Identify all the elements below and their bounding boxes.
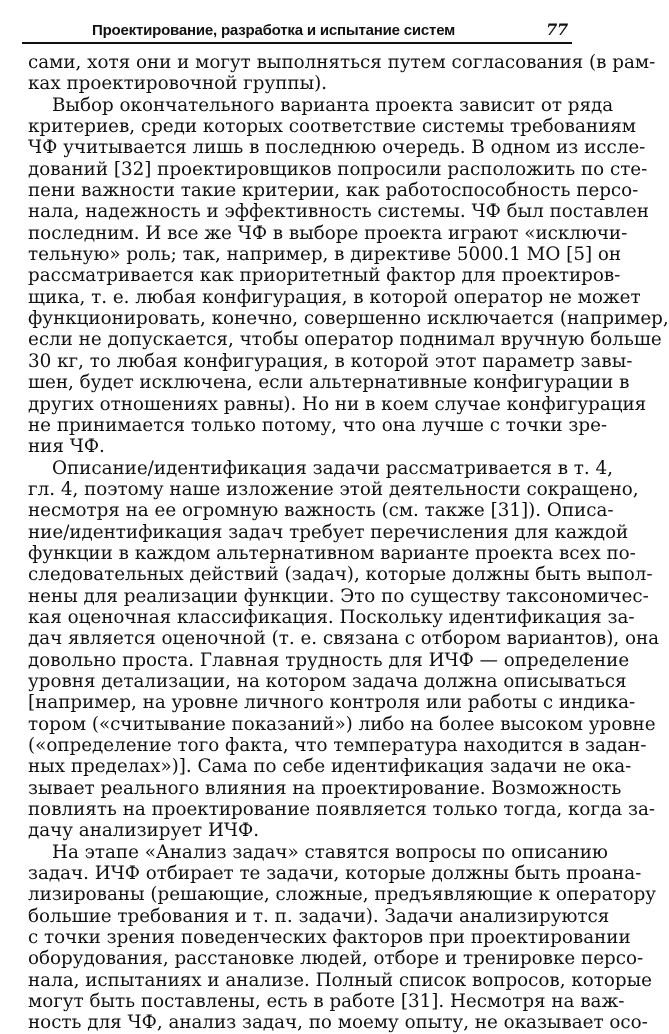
text-line: щика, т. е. любая конфигурация, в которой оператор не может <box>28 286 641 308</box>
text-line: критериев, среди которых соответствие системы требованиям <box>28 116 636 138</box>
text-line: функции в каждом альтернативном варианте проекта всех по- <box>28 542 636 564</box>
text-line: ЧФ учитывается лишь в последнюю очередь. В одном из иссле- <box>28 137 646 159</box>
text-line: пени важности такие критерии, как работоспособность персо- <box>28 180 639 202</box>
text-line: («определение того факта, что температура находится в задан- <box>28 735 647 756</box>
text-line: зывает реального влияния на проектирование. Возможность <box>28 777 622 799</box>
text-line: не принимается только потому, что она лучше с точки зре- <box>28 414 608 436</box>
text-line: ние/идентификация задач требует перечисления для каждой <box>28 521 629 543</box>
text-line: Описание/идентификация задачи рассматривается в т. 4, <box>52 457 613 479</box>
text-line: дач является оценочной (т. е. связана с отбором вариантов), она <box>28 628 660 650</box>
text-line: Выбор окончательного варианта проекта зависит от ряда <box>52 94 614 116</box>
text-line: сами, хотя они и могут выполняться путем согласования (в рам- <box>28 52 656 73</box>
text-line: [например, на уровне личного контроля или работы с индика- <box>28 692 636 714</box>
text-line: большие требования и т. п. задачи). Задачи анализируются <box>28 905 610 927</box>
text-line: лизированы (решающие, сложные, предъявляющие к оператору <box>28 884 657 906</box>
book-page <box>22 20 669 1034</box>
text-line: несмотря на ее огромную важность (см. также [31]). Описа- <box>28 500 614 522</box>
text-line: оборудования, расстановке людей, отборе и тренировке персо- <box>28 948 644 970</box>
text-line: других отношениях равны). Но ни в коем случае конфигурация <box>28 393 647 415</box>
text-line: последним. И все же ЧФ в выборе проекта играют «исключи- <box>28 222 628 244</box>
text-line: тельную» роль; так, например, в директиве 5000.1 МО [5] он <box>28 244 622 266</box>
text-line: нала, испытаниях и анализе. Полный список вопросов, которые <box>28 969 652 991</box>
text-line: с точки зрения поведенческих факторов при проектировании <box>28 927 631 949</box>
text-line: следовательных действий (задач), которые должны быть выпол- <box>28 564 653 586</box>
text-line: нены для реализации функции. Это по существу таксономичес- <box>28 585 649 607</box>
text-line: ных пределах»)]. Сама по себе идентификация задачи не ока- <box>28 756 632 778</box>
text-line: рассматривается как приоритетный фактор для проектиров- <box>28 265 621 287</box>
text-line: кая оценочная классификация. Поскольку идентификация за- <box>28 606 635 628</box>
text-line: ках проектировочной группы). <box>28 73 328 95</box>
text-line: ность для ЧФ, анализ задач, по моему опыту, не оказывает осо- <box>28 1012 648 1034</box>
text-line: тором («считывание показаний») либо на более высоком уровне <box>28 713 656 735</box>
page-number: 77 <box>546 20 568 39</box>
text-line: шен, будет исключена, если альтернативные конфигурации в <box>28 372 630 394</box>
text-line: функционировать, конечно, совершенно исключается (например, <box>28 308 669 330</box>
text-line: могут быть поставлены, есть в работе [31]. Несмотря на важ- <box>28 991 625 1013</box>
text-line: задач. ИЧФ отбирает те задачи, которые должны быть проана- <box>28 863 642 885</box>
text-line: если не допускается, чтобы оператор поднимал вручную больше <box>28 329 662 351</box>
text-line: дований [32] проектировщиков попросили расположить по сте- <box>28 158 648 180</box>
text-line: довольно проста. Главная трудность для ИЧФ — определение <box>28 649 630 671</box>
running-header <box>22 20 572 44</box>
text-line: На этапе «Анализ задач» ставятся вопросы по описанию <box>52 841 608 863</box>
text-line: гл. 4, поэтому наше изложение этой деятельности сокращено, <box>28 478 639 500</box>
running-header-title: Проектирование, разработка и испытание систем <box>92 22 456 39</box>
text-line: дачу анализирует ИЧФ. <box>28 820 260 842</box>
text-line: уровня детализации, на котором задача должна описываться <box>28 670 627 692</box>
text-line: нала, надежность и эффективность системы. ЧФ был поставлен <box>28 201 649 223</box>
text-line: 30 кг, то любая конфигурация, в которой этот параметр завы- <box>28 350 633 372</box>
text-line: ния ЧФ. <box>28 436 105 458</box>
text-line: повлиять на проектирование появляется только тогда, когда за- <box>28 799 656 821</box>
body-text <box>22 52 669 1034</box>
